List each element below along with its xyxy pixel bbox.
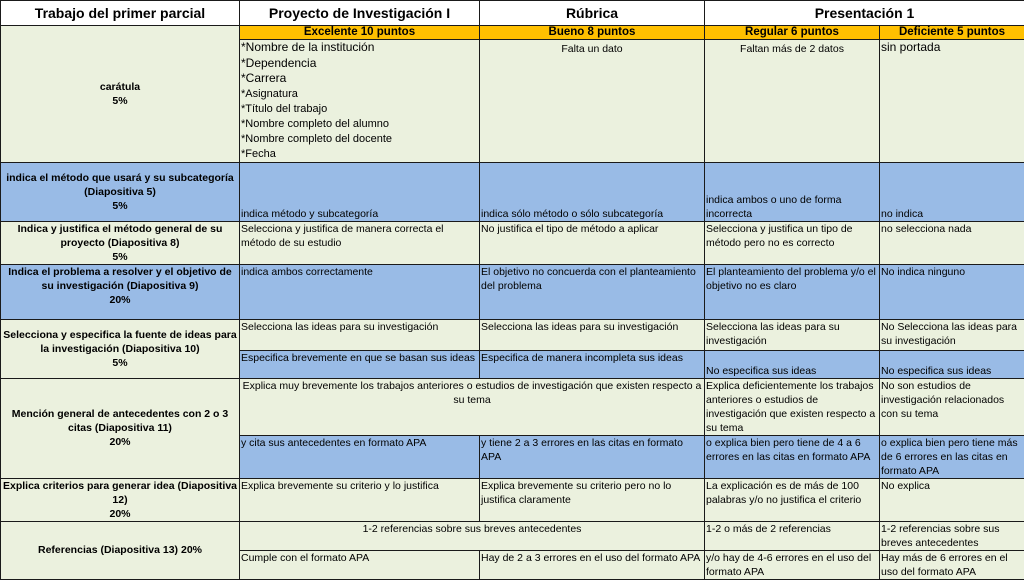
metodo-general-regular: Selecciona y justifica un tipo de método pero no es correcto — [705, 221, 880, 264]
referencias-a-excelente-bueno: 1-2 referencias sobre sus breves antecedentes — [240, 521, 705, 550]
fuente-a-bueno: Selecciona las ideas para su investigación — [480, 319, 705, 350]
fuente-b-regular: No especifica sus ideas — [705, 350, 880, 378]
criterios-regular: La explicación es de más de 100 palabras y/o no justifica el criterio — [705, 478, 880, 521]
level-header-row — [1, 26, 1024, 40]
referencias-a-regular: 1-2 o más de 2 referencias — [705, 521, 880, 550]
referencias-b-bueno: Hay de 2 a 3 errores en el uso del formato APA — [480, 550, 705, 579]
antecedentes-b-deficiente: o explica bien pero tiene más de 6 errores en las citas en formato APA — [880, 435, 1024, 478]
title-row — [1, 1, 1024, 26]
metodo-general-bueno: No justifica el tipo de método a aplicar — [480, 221, 705, 264]
criterion-fuente — [1, 319, 240, 378]
antecedentes-b-bueno: y tiene 2 a 3 errores en las citas en formato APA — [480, 435, 705, 478]
problema-bueno: El objetivo no concuerda con el planteamiento del problema — [480, 264, 705, 319]
criterion-fuente-weight: 5% — [2, 356, 238, 370]
header-presentation: Presentación 1 — [705, 1, 1024, 26]
antecedentes-a-deficiente: No son estudios de investigación relacionados con su tema — [880, 378, 1024, 435]
fuente-b-deficiente: No especifica sus ideas — [880, 350, 1024, 378]
caratula-item: *Nombre de la institución — [241, 40, 478, 56]
fuente-a-regular: Selecciona las ideas para su investigación — [705, 319, 880, 350]
row-referencias-a — [1, 521, 1024, 550]
referencias-b-excelente: Cumple con el formato APA — [240, 550, 480, 579]
header-work: Trabajo del primer parcial — [1, 1, 240, 26]
fuente-a-deficiente: No Selecciona las ideas para su investigación — [880, 319, 1024, 350]
criterion-caratula — [1, 26, 240, 163]
caratula-item: *Título del trabajo — [241, 102, 478, 117]
level-regular: Regular 6 puntos — [705, 26, 880, 40]
criterion-metodo-weight: 5% — [2, 199, 238, 213]
referencias-b-deficiente: Hay más de 6 errores en el uso del formato APA — [880, 550, 1024, 579]
criterion-criterios-weight: 20% — [2, 507, 238, 521]
metodo-deficiente: no indica — [880, 162, 1024, 221]
header-project: Proyecto de Investigación I — [240, 1, 480, 26]
criterios-deficiente: No explica — [880, 478, 1024, 521]
antecedentes-b-excelente: y cita sus antecedentes en formato APA — [240, 435, 480, 478]
antecedentes-a-excelente-bueno: Explica muy brevemente los trabajos anteriores o estudios de investigación que existen respecto a su tema — [240, 378, 705, 435]
criterion-caratula-weight: 5% — [1, 94, 239, 108]
level-excelente: Excelente 10 puntos — [240, 26, 480, 40]
caratula-item: *Dependencia — [241, 56, 478, 72]
row-criterios — [1, 478, 1024, 521]
antecedentes-a-regular: Explica deficientemente los trabajos anteriores o estudios de investigación que existen respecto a su tema — [705, 378, 880, 435]
metodo-regular: indica ambos o uno de forma incorrecta — [705, 162, 880, 221]
problema-regular: El planteamiento del problema y/o el objetivo no es claro — [705, 264, 880, 319]
criterion-fuente-name: Selecciona y especifica la fuente de ideas para la investigación (Diapositiva 10) — [2, 328, 238, 356]
criterion-antecedentes — [1, 378, 240, 478]
problema-deficiente: No indica ninguno — [880, 264, 1024, 319]
criterion-referencias — [1, 521, 240, 579]
header-rubric: Rúbrica — [480, 1, 705, 26]
caratula-regular: Faltan más de 2 datos — [705, 40, 880, 163]
criterion-metodo-general-weight: 5% — [2, 250, 238, 264]
caratula-item: *Carrera — [241, 71, 478, 87]
row-fuente-a — [1, 319, 1024, 350]
criterion-metodo-general-name: Indica y justifica el método general de su proyecto (Diapositiva 8) — [2, 222, 238, 250]
criterion-problema-name: Indica el problema a resolver y el objetivo de su investigación (Diapositiva 9) — [2, 265, 238, 293]
caratula-item: *Nombre completo del docente — [241, 132, 478, 147]
row-metodo — [1, 162, 1024, 221]
criterion-referencias-name: Referencias (Diapositiva 13) 20% — [2, 543, 238, 557]
metodo-general-excelente: Selecciona y justifica de manera correcta el método de su estudio — [240, 221, 480, 264]
criterios-bueno: Explica brevemente su criterio pero no lo justifica claramente — [480, 478, 705, 521]
row-metodo-general — [1, 221, 1024, 264]
referencias-b-regular: y/o hay de 4-6 errores en el uso del formato APA — [705, 550, 880, 579]
fuente-a-excelente: Selecciona las ideas para su investigación — [240, 319, 480, 350]
criterios-excelente: Explica brevemente su criterio y lo justifica — [240, 478, 480, 521]
criterion-metodo — [1, 162, 240, 221]
criterion-criterios — [1, 478, 240, 521]
metodo-bueno: indica sólo método o sólo subcategoría — [480, 162, 705, 221]
criterion-metodo-name: indica el método que usará y su subcategoría (Diapositiva 5) — [2, 171, 238, 199]
fuente-b-bueno: Especifica de manera incompleta sus ideas — [480, 350, 705, 378]
problema-excelente: indica ambos correctamente — [240, 264, 480, 319]
referencias-a-deficiente: 1-2 referencias sobre sus breves antecedentes — [880, 521, 1024, 550]
criterion-metodo-general — [1, 221, 240, 264]
criterion-problema-weight: 20% — [2, 293, 238, 307]
level-bueno: Bueno 8 puntos — [480, 26, 705, 40]
fuente-b-excelente: Especifica brevemente en que se basan sus ideas — [240, 350, 480, 378]
criterion-antecedentes-name: Mención general de antecedentes con 2 o 3 citas (Diapositiva 11) — [2, 407, 238, 435]
row-problema — [1, 264, 1024, 319]
metodo-excelente: indica método y subcategoría — [240, 162, 480, 221]
caratula-item: *Fecha — [241, 147, 478, 162]
caratula-item: *Asignatura — [241, 87, 478, 102]
criterion-criterios-name: Explica criterios para generar idea (Diapositiva 12) — [2, 479, 238, 507]
antecedentes-b-regular: o explica bien pero tiene de 4 a 6 errores en las citas en formato APA — [705, 435, 880, 478]
criterion-caratula-name: carátula — [1, 80, 239, 94]
level-deficiente: Deficiente 5 puntos — [880, 26, 1024, 40]
caratula-excelente — [240, 40, 480, 163]
caratula-bueno: Falta un dato — [480, 40, 705, 163]
caratula-item: *Nombre completo del alumno — [241, 117, 478, 132]
row-antecedentes-a — [1, 378, 1024, 435]
caratula-deficiente: sin portada — [880, 40, 1024, 163]
criterion-antecedentes-weight: 20% — [2, 435, 238, 449]
metodo-general-deficiente: no selecciona nada — [880, 221, 1024, 264]
criterion-problema — [1, 264, 240, 319]
